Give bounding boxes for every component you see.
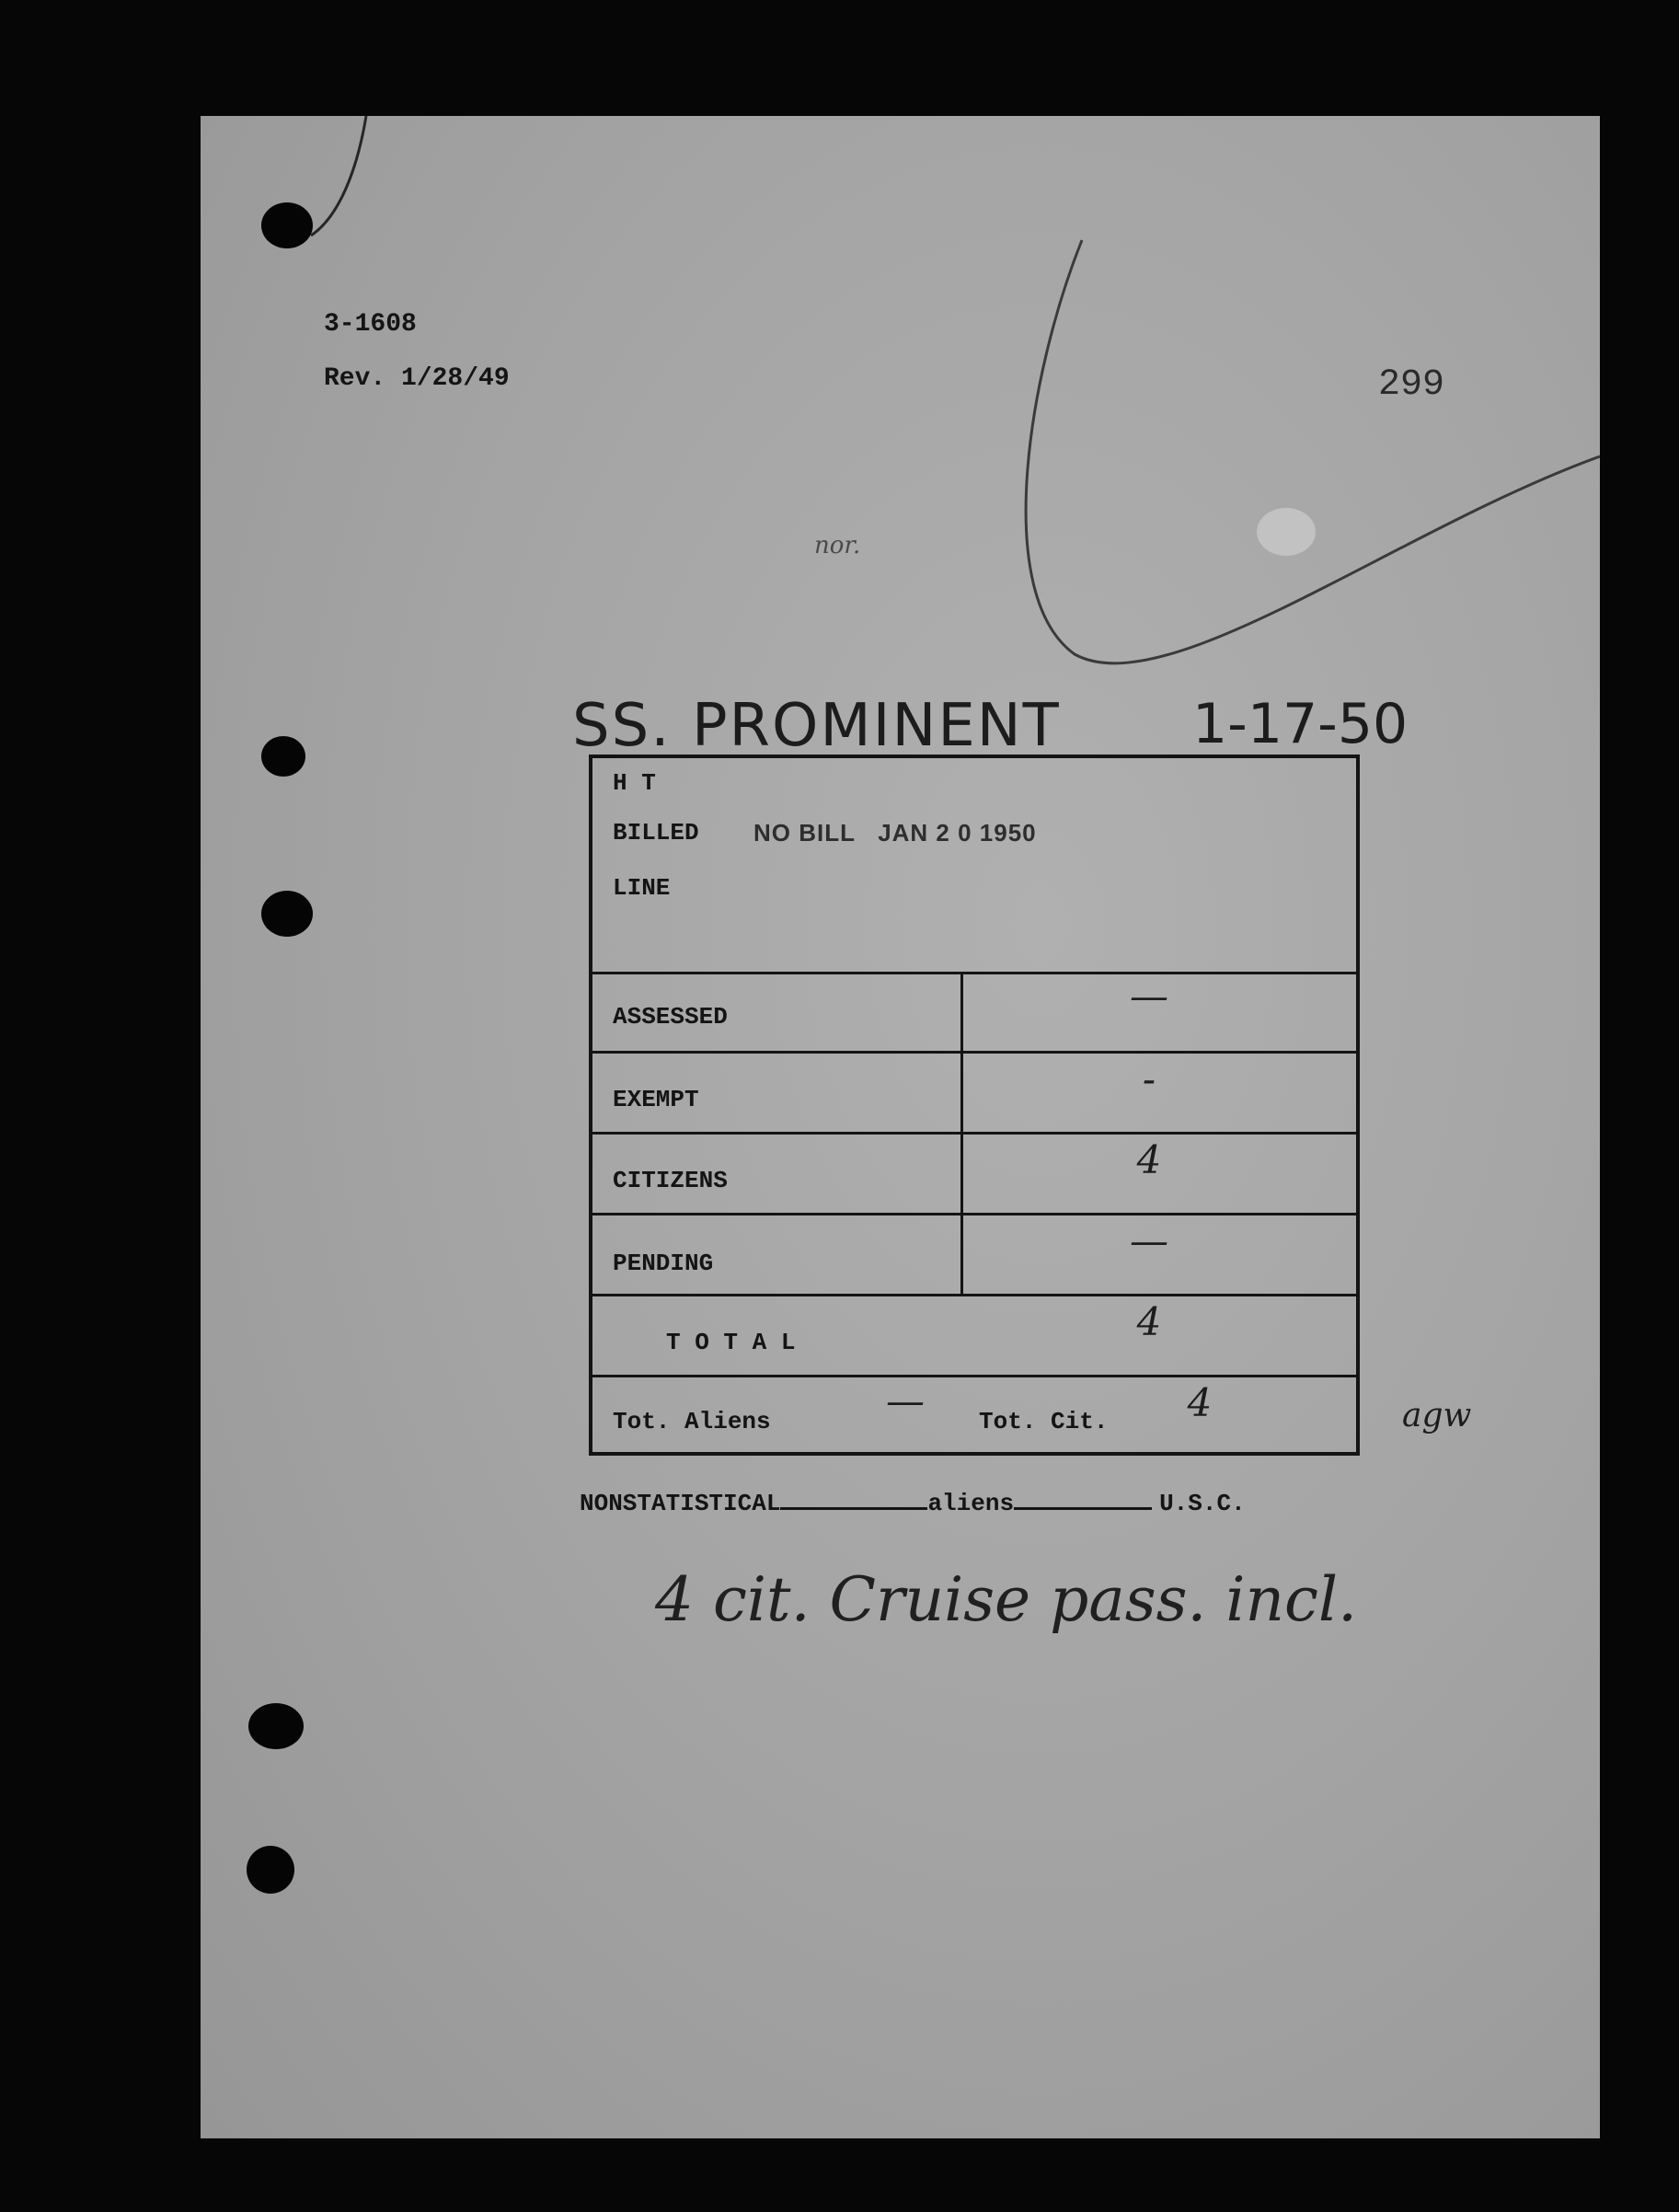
divider [592, 1213, 1356, 1215]
usc-label: U.S.C. [1159, 1490, 1246, 1517]
exempt-value: - [1142, 1056, 1156, 1101]
aliens-label: aliens [927, 1490, 1015, 1517]
line-label: LINE [613, 874, 671, 902]
pending-label: PENDING [613, 1250, 714, 1277]
nonstatistical-blank [780, 1487, 927, 1510]
tot-aliens-label: Tot. Aliens [613, 1408, 771, 1435]
header-code: H T [613, 769, 656, 797]
divider [592, 972, 1356, 974]
pencil-curve-mark [1026, 240, 1600, 663]
initials: agw [1402, 1397, 1472, 1434]
nonstatistical-label: NONSTATISTICAL [580, 1490, 781, 1517]
no-bill-stamp: NO BILL JAN 2 0 1950 [753, 819, 1037, 847]
tot-cit-value: 4 [1187, 1380, 1213, 1425]
assessed-label: ASSESSED [613, 1003, 728, 1031]
aliens-blank [1014, 1487, 1152, 1510]
billed-label: BILLED [613, 819, 699, 847]
paper-stain [1257, 508, 1316, 556]
divider [592, 1375, 1356, 1377]
page-number: 299 [1378, 364, 1445, 406]
handwritten-mark: nor. [814, 532, 861, 559]
exempt-label: EXEMPT [613, 1086, 699, 1113]
arrival-date: 1-17-50 [1192, 692, 1409, 756]
manifest-tally-form [589, 755, 1360, 1456]
pencil-tick-mark [311, 116, 366, 236]
vessel-name: SS. PROMINENT [572, 692, 1061, 760]
form-revision: Rev. 1/28/49 [324, 364, 510, 393]
citizens-value: 4 [1136, 1137, 1162, 1182]
pending-value: — [1130, 1218, 1168, 1263]
total-label: T O T A L [666, 1329, 796, 1356]
tot-aliens-value: — [886, 1378, 925, 1423]
nonstatistical-line [580, 1487, 1246, 1517]
form-number: 3-1608 [324, 310, 417, 339]
divider [592, 1132, 1356, 1135]
total-value: 4 [1136, 1299, 1162, 1344]
divider [592, 1051, 1356, 1054]
tot-cit-label: Tot. Cit. [979, 1408, 1109, 1435]
divider [592, 1294, 1356, 1296]
handwritten-note: 4 cit. Cruise pass. incl. [655, 1564, 1358, 1635]
assessed-value: — [1130, 974, 1168, 1019]
citizens-label: CITIZENS [613, 1167, 728, 1194]
